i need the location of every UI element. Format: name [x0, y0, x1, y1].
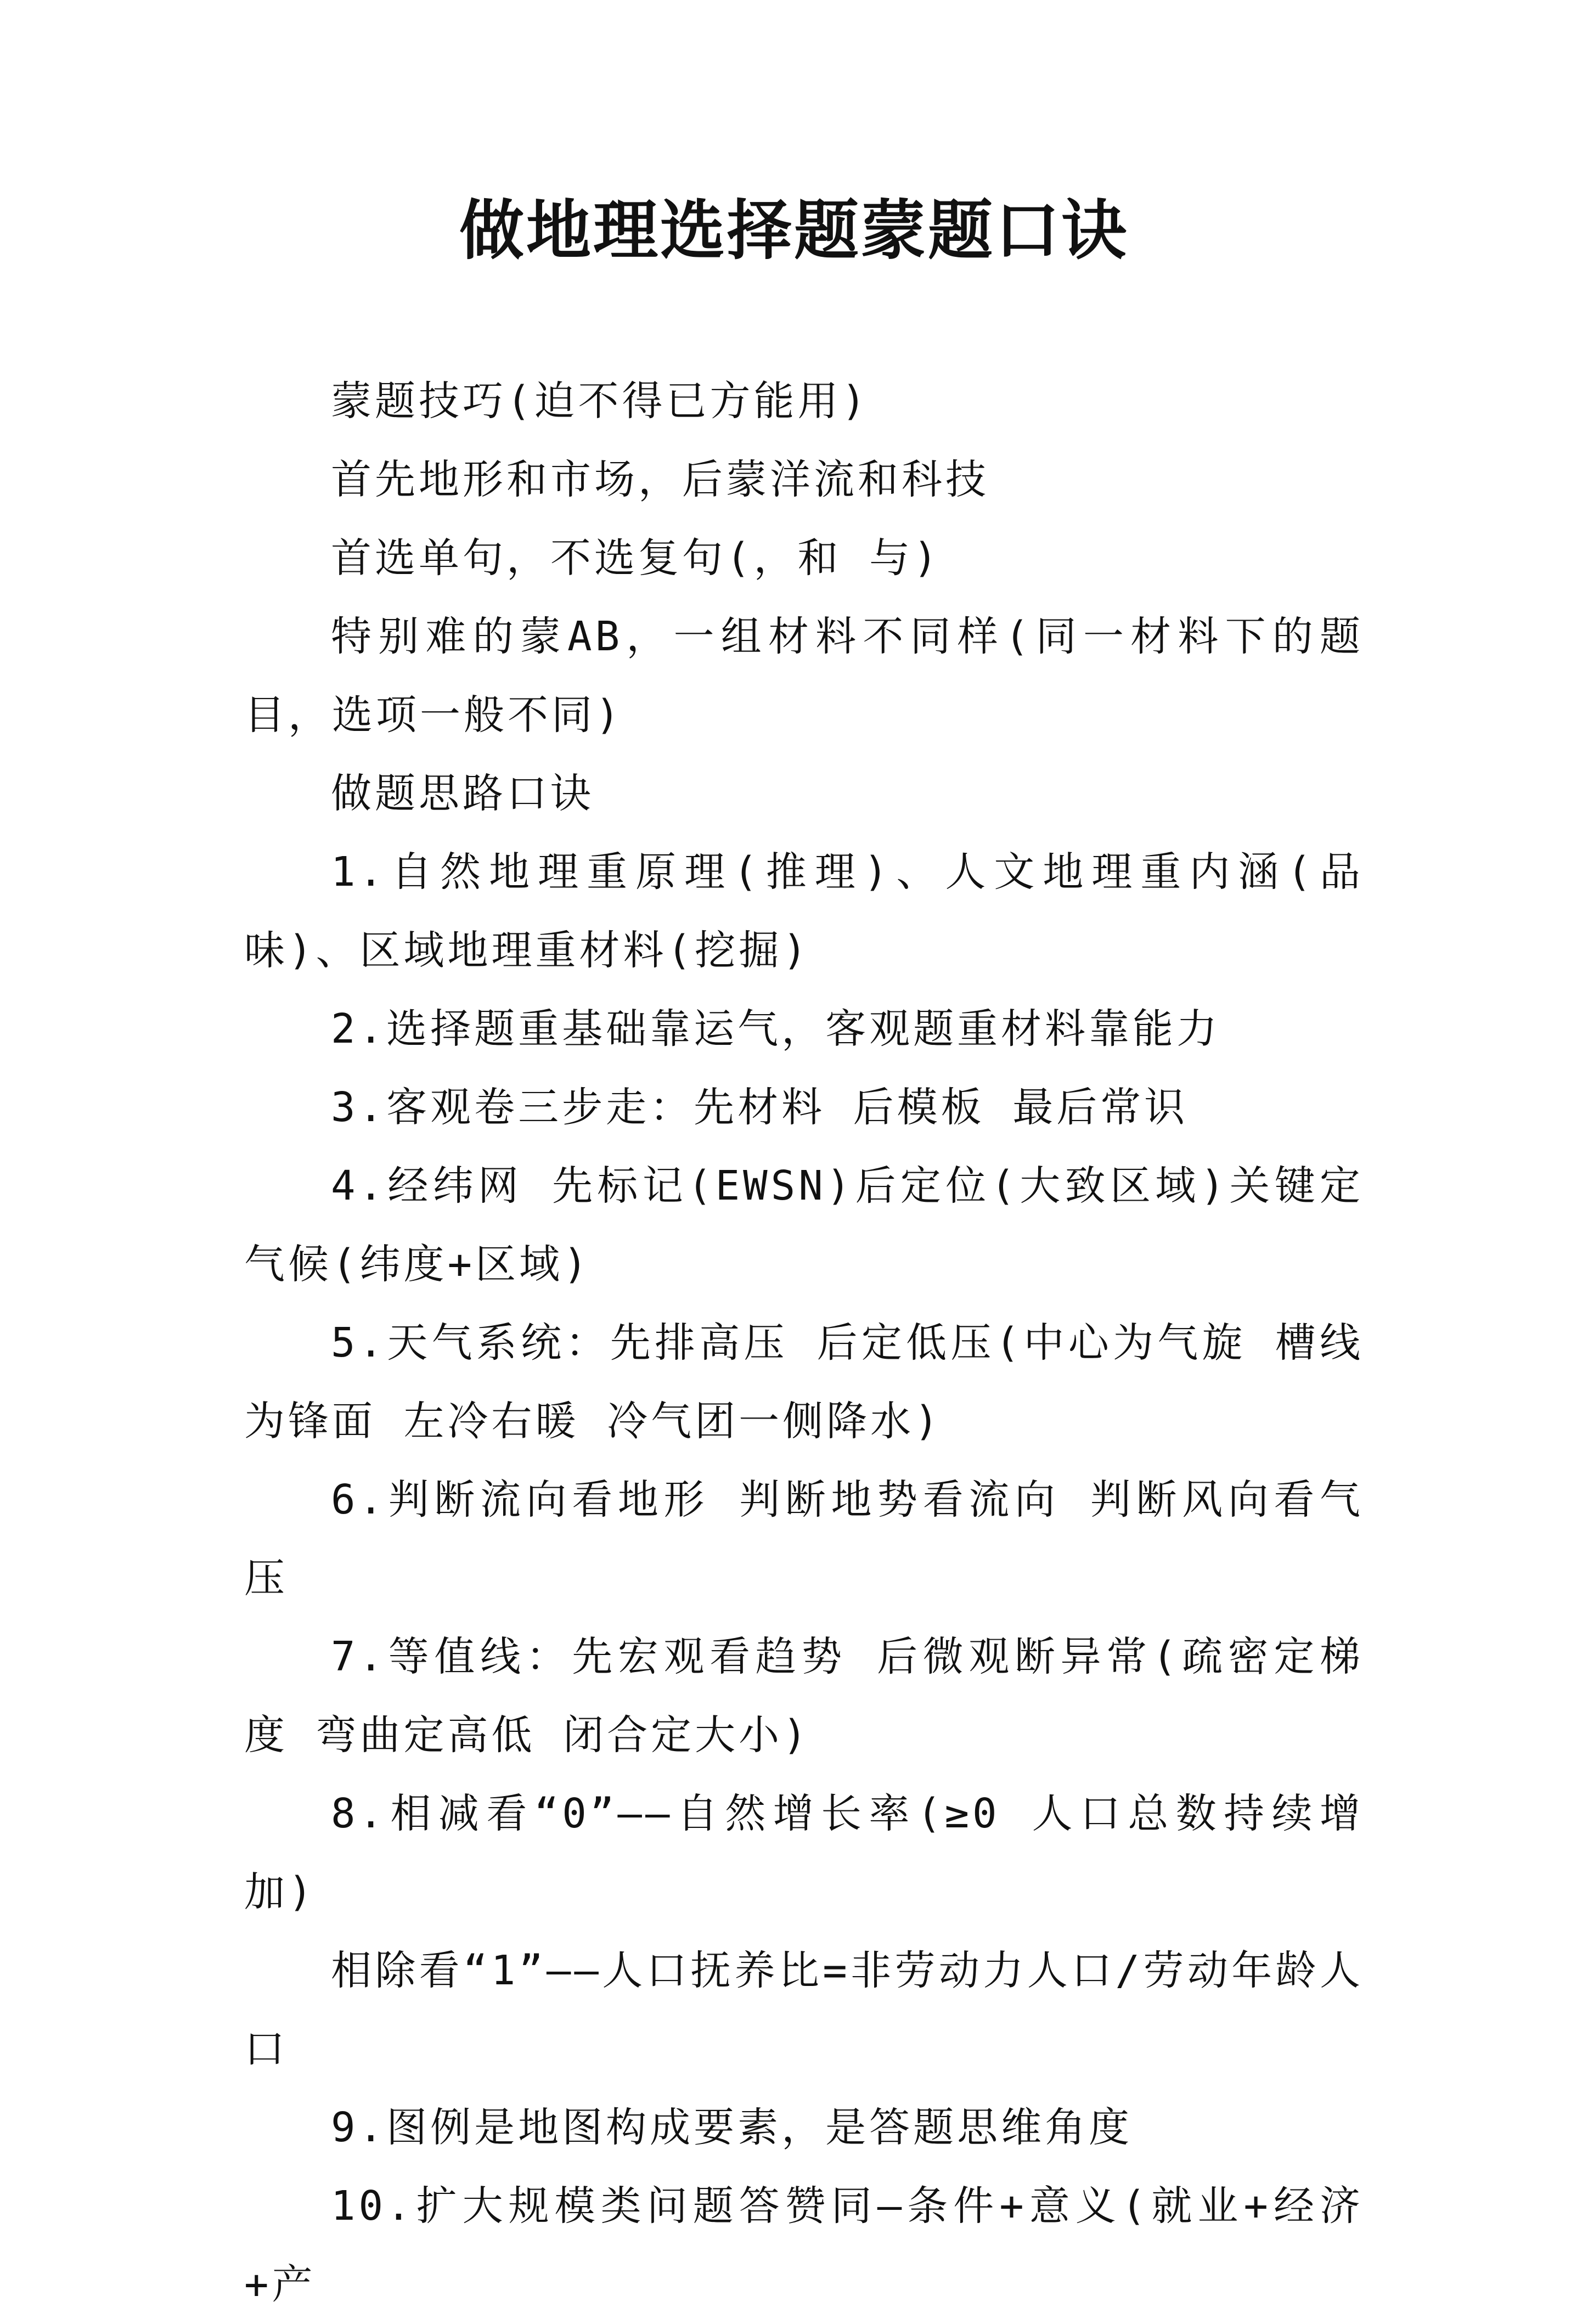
paragraph: 相除看“1”——人口抚养比=非劳动力人口/劳动年龄人口	[244, 1947, 1364, 2073]
paragraph: 4.经纬网 先标记(EWSN)后定位(大致区域)关键定气候(纬度+区域)	[244, 1162, 1364, 1288]
paragraph: 9.图例是地图构成要素，是答题思维角度	[331, 2104, 1133, 2151]
paragraph: 5.天气系统：先排高压 后定低压(中心为气旋 槽线为锋面 左冷右暖 冷气团一侧降水)	[244, 1319, 1364, 1445]
paragraph: 2.选择题重基础靠运气，客观题重材料靠能力	[331, 1005, 1221, 1053]
paragraph: 3.客观卷三步走：先材料 后模板 最后常识	[331, 1084, 1189, 1131]
paragraph: 8.相减看“0”——自然增长率(≥0 人口总数持续增加)	[244, 1790, 1364, 1916]
paragraph: 做题思路口诀	[331, 770, 594, 817]
paragraph: 特别难的蒙AB，一组材料不同样(同一材料下的题目，选项一般不同)	[244, 613, 1364, 739]
paragraph: 6.判断流向看地形 判断地势看流向 判断风向看气压	[244, 1476, 1364, 1602]
paragraph: 首选单句，不选复句(，和 与)	[331, 534, 941, 582]
paragraph: 蒙题技巧(迫不得已方能用)	[331, 378, 870, 425]
paragraph: 首先地形和市场，后蒙洋流和科技	[331, 456, 989, 503]
paragraph: 1.自然地理重原理(推理)、人文地理重内涵(品味)、区域地理重材料(挖掘)	[244, 848, 1364, 974]
document-title: 做地理选择题蒙题口诀	[459, 192, 1129, 268]
document-body	[244, 362, 1364, 2324]
paragraph: 7.等值线：先宏观看趋势 后微观断异常(疏密定梯度 弯曲定高低 闭合定大小)	[244, 1633, 1364, 1759]
paragraph: 10.扩大规模类问题答赞同—条件+意义(就业+经济+产	[244, 2182, 1364, 2308]
